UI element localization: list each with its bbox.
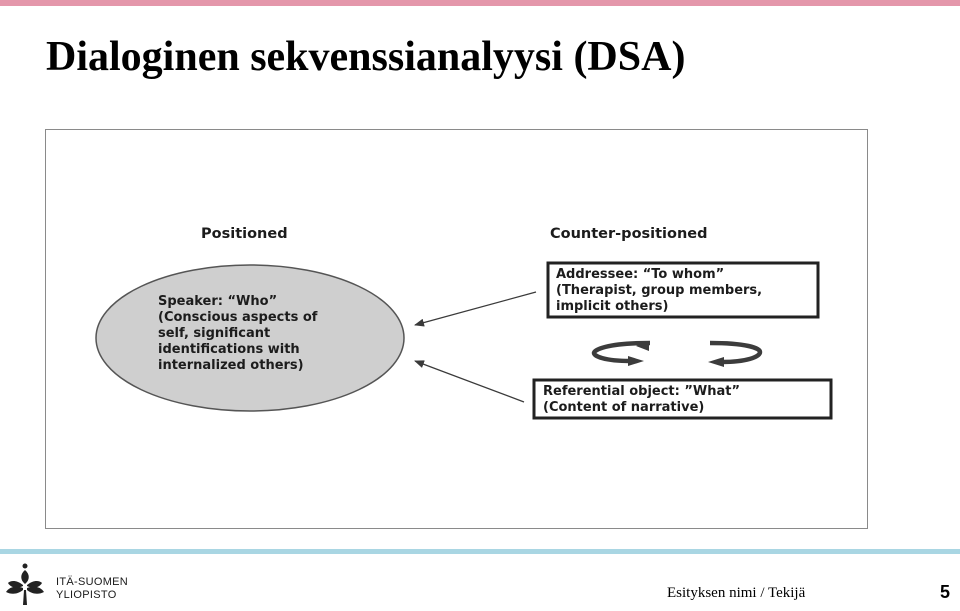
speaker-line: Speaker: “Who” [158, 294, 278, 309]
addressee-arrow [415, 292, 536, 325]
speaker-line: self, significant [158, 326, 271, 341]
counter-positioned-heading: Counter-positioned [550, 226, 708, 242]
speaker-line: identifications with [158, 342, 300, 357]
page-number: 5 [940, 582, 951, 602]
university-logo-icon [4, 562, 46, 606]
addressee-line: Addressee: “To whom” [556, 267, 725, 282]
university-logo-text [56, 576, 128, 602]
addressee-line: implicit others) [556, 299, 669, 314]
cycle-arrows-icon [594, 341, 760, 367]
bottom-accent-bar [0, 549, 960, 554]
logo-line-1: ITÄ-SUOMEN [56, 576, 129, 588]
logo-line-2: YLIOPISTO [56, 589, 117, 601]
referential-arrow [415, 361, 524, 402]
slide-title: Dialoginen sekvenssianalyysi (DSA) [46, 34, 686, 80]
speaker-line: (Conscious aspects of [158, 310, 318, 325]
top-accent-bar [0, 0, 960, 6]
diagram-figure [45, 129, 868, 529]
positioned-heading: Positioned [201, 226, 288, 242]
speaker-line: internalized others) [158, 358, 304, 373]
referential-line: Referential object: ”What” [543, 384, 741, 399]
footer-presentation-info: Esityksen nimi / Tekijä [667, 585, 806, 601]
addressee-line: (Therapist, group members, [556, 283, 763, 298]
diagram-canvas [46, 130, 869, 530]
referential-line: (Content of narrative) [543, 400, 705, 415]
